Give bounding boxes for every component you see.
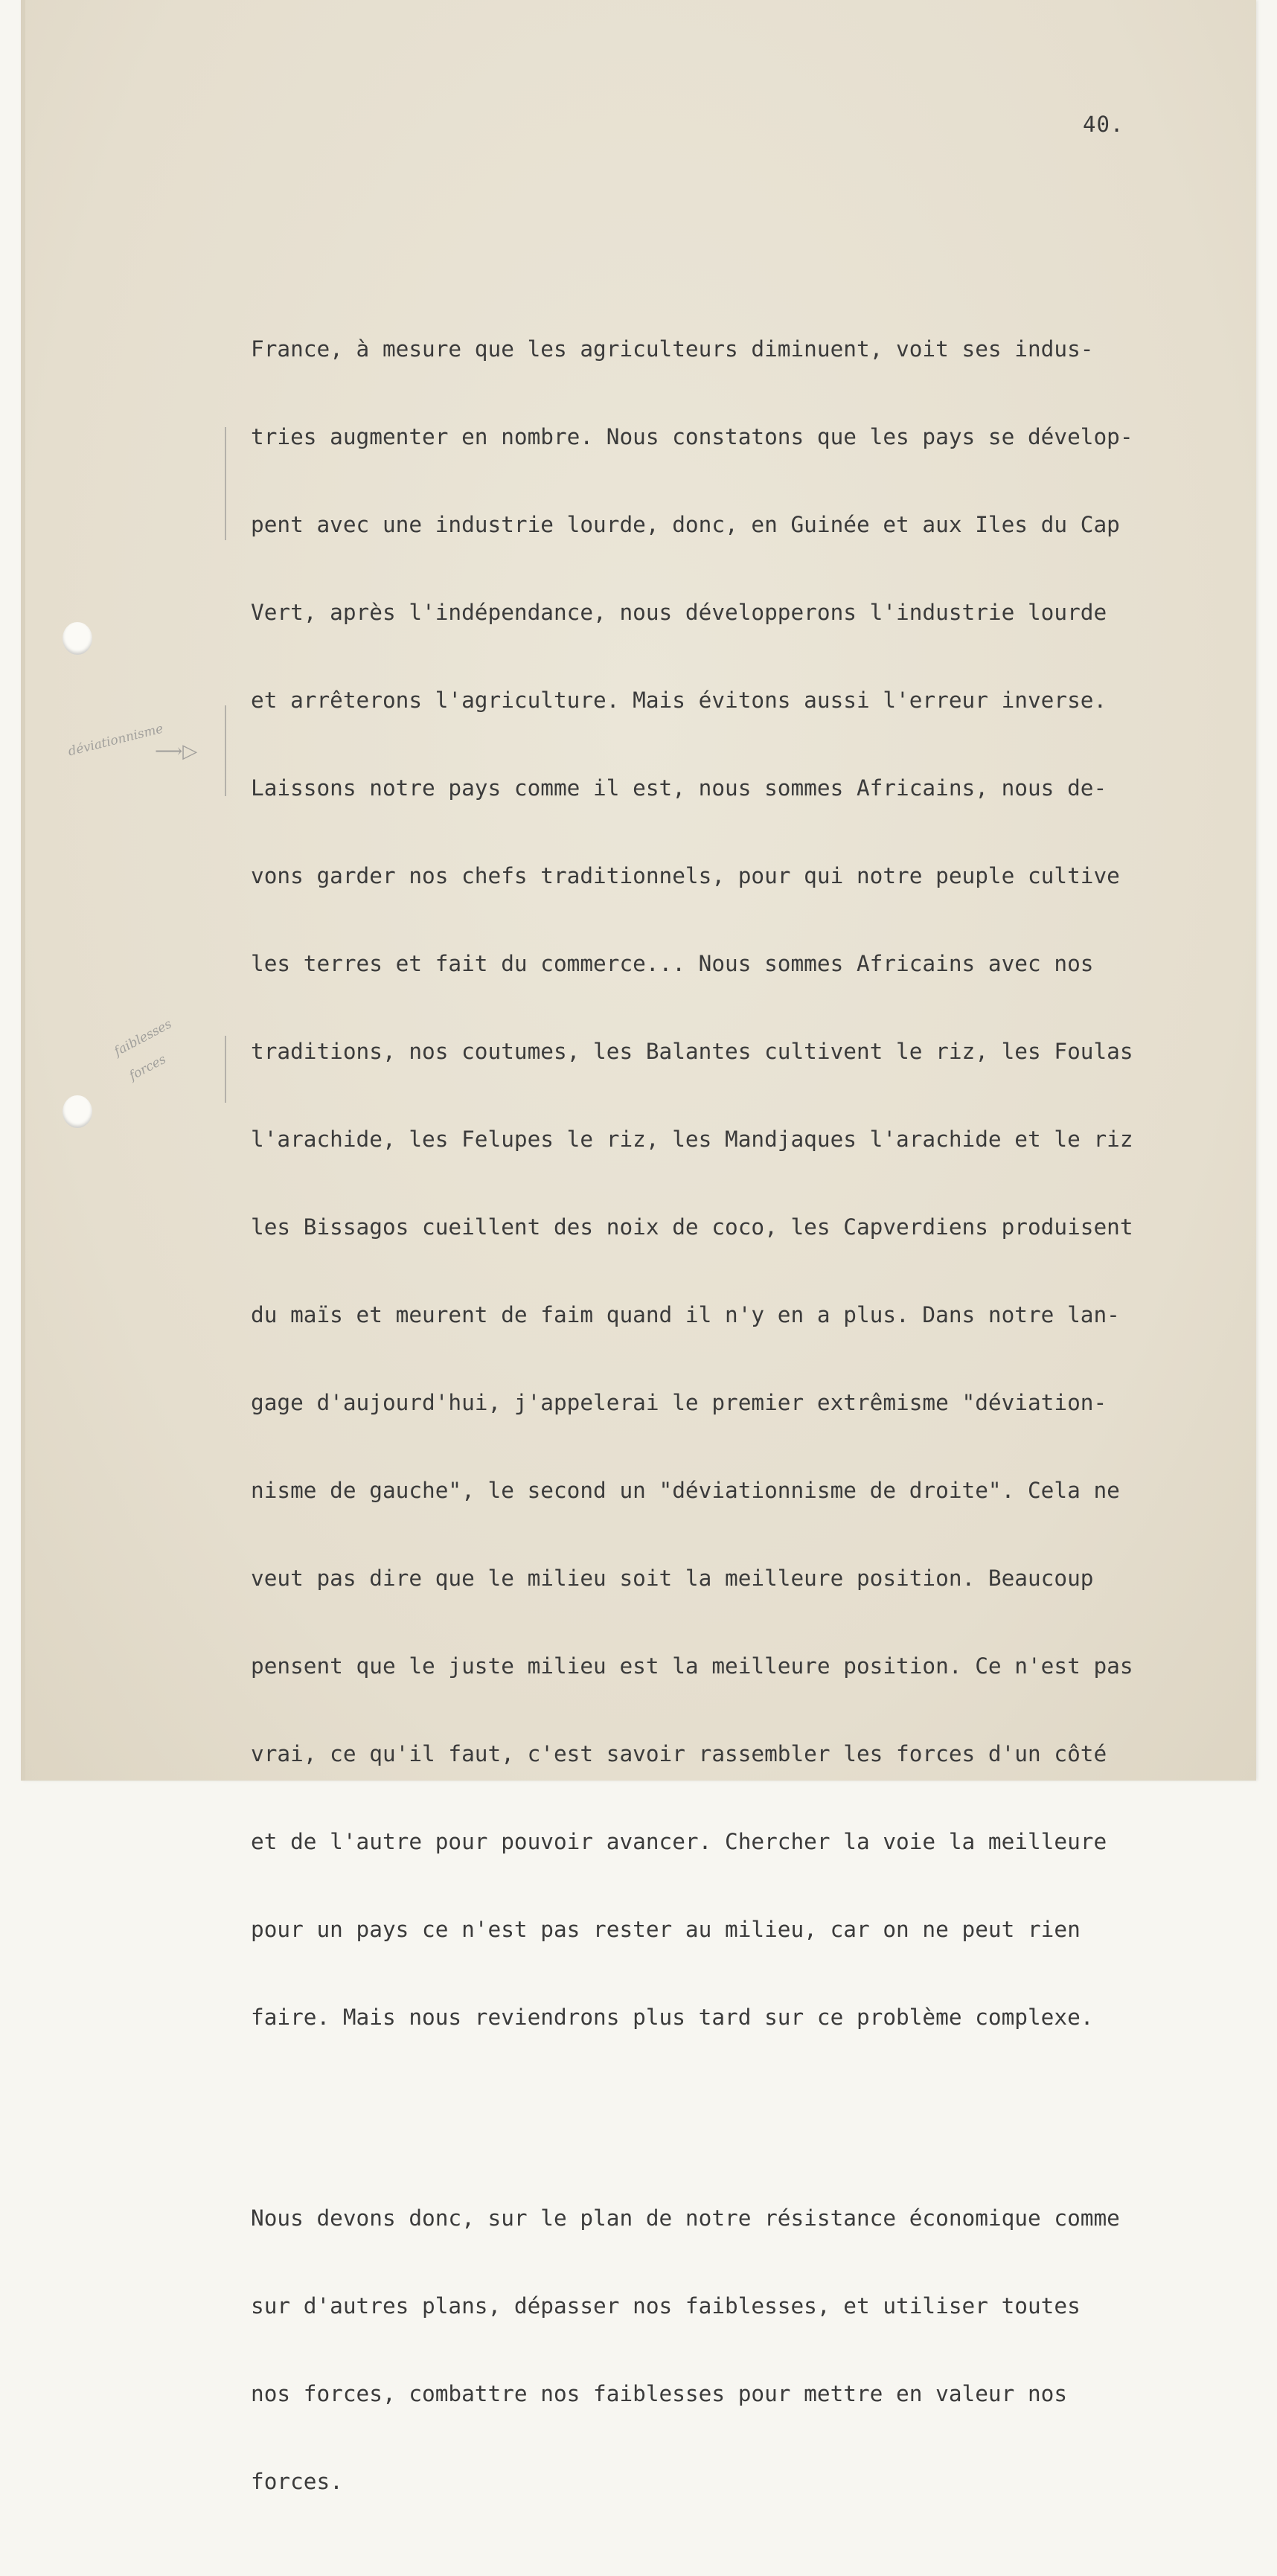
margin-bar-2	[225, 705, 226, 796]
text-line: pour un pays ce n'est pas rester au milieu, car on ne peut rien	[251, 1917, 1081, 1942]
sheet-edge	[21, 0, 25, 1781]
text-line: faire. Mais nous reviendrons plus tard sur ce problème complexe.	[251, 2005, 1094, 2030]
text-line: et de l'autre pour pouvoir avancer. Chercher la voie la meilleure	[251, 1829, 1107, 1854]
text-line: France, à mesure que les agriculteurs diminuent, voit ses indus-	[251, 336, 1094, 362]
text-line: l'arachide, les Felupes le riz, les Mandjaques l'arachide et le riz	[251, 1127, 1133, 1152]
text-line: les Bissagos cueillent des noix de coco, les Capverdiens produisent	[251, 1214, 1133, 1240]
text-line: tries augmenter en nombre. Nous constatons que les pays se dévelop-	[251, 424, 1133, 449]
punch-hole-top	[63, 622, 92, 655]
text-line: Vert, après l'indépendance, nous développerons l'industrie lourde	[251, 600, 1107, 625]
text-line: traditions, nos coutumes, les Balantes cultivent le riz, les Foulas	[251, 1039, 1133, 1064]
pencil-arrow-icon: ⟶▷	[155, 740, 198, 763]
punch-hole-bottom	[63, 1095, 92, 1128]
text-line: vons garder nos chefs traditionnels, pour qui notre peuple cultive	[251, 863, 1120, 888]
text-line: Laissons notre pays comme il est, nous sommes Africains, nous de-	[251, 775, 1107, 801]
margin-note-3: forces	[127, 1051, 169, 1084]
text-line: et arrêterons l'agriculture. Mais évitons aussi l'erreur inverse.	[251, 688, 1107, 713]
text-line: Nous devons donc, sur le plan de notre résistance économique comme	[251, 2205, 1120, 2231]
paragraph-1	[251, 280, 1263, 2086]
text-line: pent avec une industrie lourde, donc, en Guinée et aux Iles du Cap	[251, 512, 1120, 537]
text-line: pensent que le juste milieu est la meilleure position. Ce n'est pas	[251, 1653, 1133, 1679]
margin-note-2: faiblesses	[112, 1016, 175, 1060]
page-number: 40.	[1083, 112, 1124, 137]
margin-bar-1	[225, 427, 226, 540]
margin-bar-3	[225, 1036, 226, 1103]
text-line: du maïs et meurent de faim quand il n'y en a plus. Dans notre lan-	[251, 1302, 1120, 1327]
text-line: gage d'aujourd'hui, j'appelerai le premier extrêmisme "déviation-	[251, 1390, 1107, 1415]
paragraph-2	[251, 2149, 1263, 2551]
text-line: forces.	[251, 2469, 343, 2494]
text-line: nisme de gauche", le second un "déviationnisme de droite". Cela ne	[251, 1478, 1120, 1503]
text-line: nos forces, combattre nos faiblesses pour mettre en valeur nos	[251, 2381, 1068, 2406]
text-line: vrai, ce qu'il faut, c'est savoir rassembler les forces d'un côté	[251, 1741, 1107, 1766]
text-line: veut pas dire que le milieu soit la meilleure position. Beaucoup	[251, 1566, 1094, 1591]
margin-note-1: déviationnisme	[66, 721, 165, 760]
document-body	[251, 229, 1263, 2576]
text-line: les terres et fait du commerce... Nous sommes Africains avec nos	[251, 951, 1094, 976]
text-line: sur d'autres plans, dépasser nos faiblesses, et utiliser toutes	[251, 2293, 1081, 2319]
